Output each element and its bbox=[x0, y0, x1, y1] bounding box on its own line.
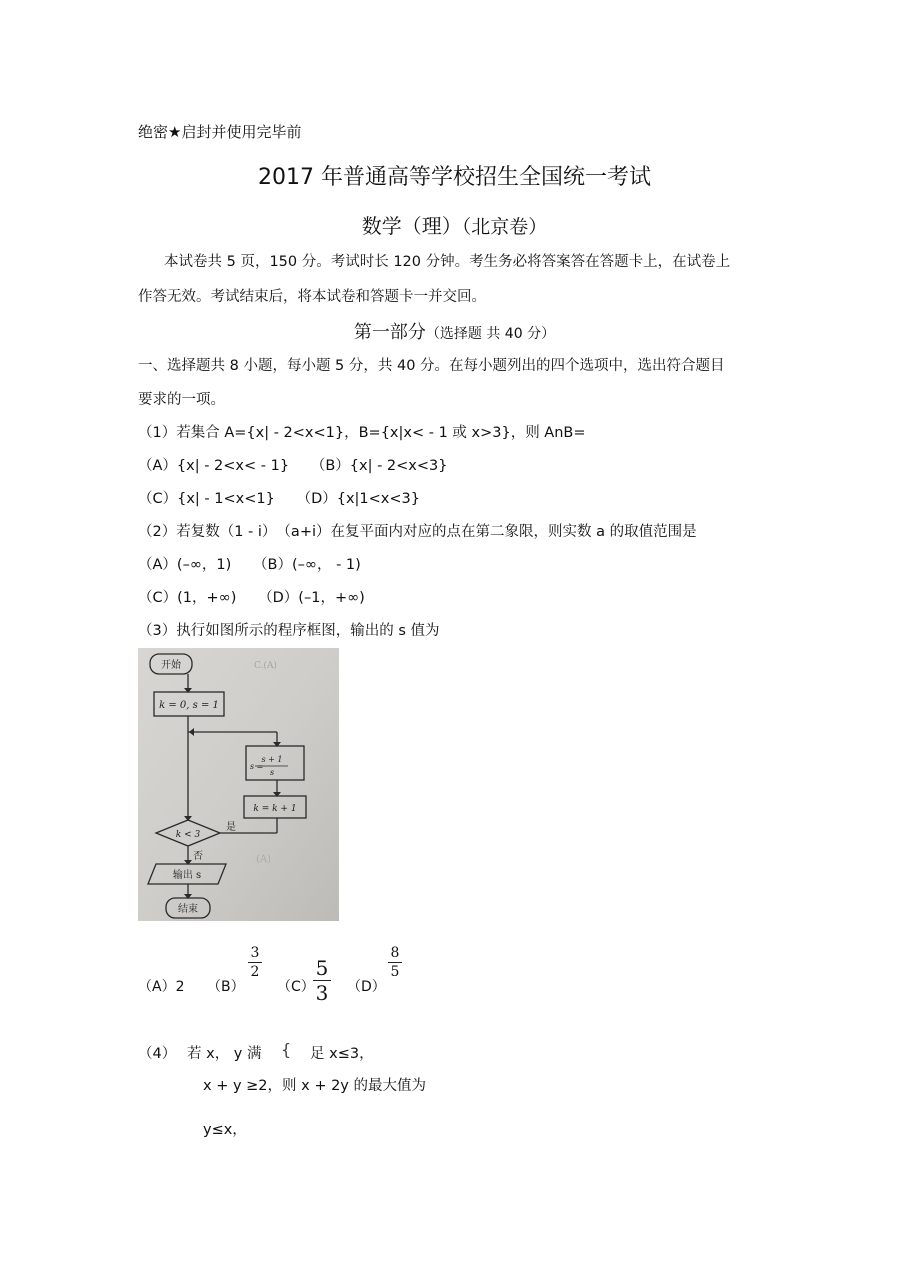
option-a-label: （A） bbox=[138, 979, 176, 995]
question-3-option-c-fraction bbox=[313, 958, 331, 1003]
question-4-label: （4） bbox=[138, 1046, 177, 1062]
assign-k-label: k = k + 1 bbox=[253, 804, 297, 814]
question-2-options-cd: （C）(1，+∞) （D）(–1，+∞) bbox=[138, 590, 365, 606]
part-title: 第一部分 bbox=[353, 322, 426, 343]
option-d-fraction-bar bbox=[388, 962, 402, 963]
assign-s-numerator: s + 1 bbox=[261, 755, 283, 764]
question-4-constraint-2: x + y ≥2，则 x + 2y 的最大值为 bbox=[203, 1078, 426, 1094]
question-1-stem: （1）若集合 A={x| - 2<x<1}，B={x|x< - 1 或 x>3}，则 AnB= bbox=[138, 425, 586, 441]
flowchart-figure bbox=[138, 648, 339, 921]
option-a-value: 2 bbox=[175, 979, 185, 995]
question-3-option-a bbox=[138, 976, 185, 996]
option-b-fraction-bar bbox=[248, 962, 262, 963]
question-3-option-d-fraction bbox=[388, 946, 402, 979]
question-4-constraint-3: y≤x， bbox=[203, 1122, 247, 1138]
bleed-through-text-2: (A) bbox=[256, 854, 272, 865]
part-note: （选择题 共 40 分） bbox=[425, 326, 556, 342]
subject-name: 数学（理） bbox=[361, 214, 462, 238]
question-3-option-b-fraction bbox=[248, 946, 262, 979]
exam-subtitle bbox=[0, 210, 909, 239]
question-3-option-d-label: （D） bbox=[347, 979, 386, 995]
output-label: 输出 s bbox=[172, 870, 202, 881]
option-d-numerator: 8 bbox=[390, 945, 400, 961]
section-instruction-2: 要求的一项。 bbox=[138, 392, 225, 408]
intro-line-2: 作答无效。考试结束后，将本试卷和答题卡一并交回。 bbox=[138, 289, 486, 305]
region-name: （北京卷） bbox=[461, 216, 548, 238]
option-b-denominator: 2 bbox=[250, 964, 260, 980]
option-b-numerator: 3 bbox=[250, 945, 260, 961]
confidential-note: 绝密★启封并使用完毕前 bbox=[138, 123, 302, 141]
yes-label: 是 bbox=[226, 822, 236, 833]
no-label: 否 bbox=[193, 851, 203, 862]
question-4-text-1: 若 x， y 满 bbox=[187, 1046, 262, 1062]
question-2-stem: （2）若复数（1 - i） （a+i）在复平面内对应的点在第二象限，则实数 a 的取值范围是 bbox=[138, 524, 697, 540]
question-4-text-2: 足 x≤3， bbox=[310, 1046, 374, 1062]
question-3-option-c-label: （C） bbox=[277, 979, 315, 995]
condition-label: k < 3 bbox=[175, 830, 201, 840]
end-label: 结束 bbox=[178, 904, 198, 915]
flowchart-background bbox=[138, 648, 339, 921]
section-instruction-1: 一、选择题共 8 小题，每小题 5 分，共 40 分。在每小题列出的四个选项中，选出符合题目 bbox=[138, 358, 725, 374]
question-2-options-ab: （A）(–∞，1) （B）(–∞， - 1) bbox=[138, 557, 361, 573]
part-heading bbox=[0, 318, 909, 344]
start-label: 开始 bbox=[161, 660, 181, 671]
option-c-numerator: 5 bbox=[315, 956, 329, 980]
init-label: k = 0, s = 1 bbox=[159, 700, 219, 711]
option-c-denominator: 3 bbox=[315, 981, 329, 1005]
system-brace: { bbox=[281, 1040, 292, 1059]
intro-line-1: 本试卷共 5 页，150 分。考试时长 120 分钟。考生务必将答案答在答题卡上，在试卷上 bbox=[164, 254, 731, 270]
question-1-options-cd: （C）{x| - 1<x<1} （D）{x|1<x<3} bbox=[138, 491, 420, 507]
option-d-denominator: 5 bbox=[390, 964, 400, 980]
question-3-stem: （3）执行如图所示的程序框图，输出的 s 值为 bbox=[138, 623, 440, 639]
bleed-through-text-1: C.(A) bbox=[254, 661, 277, 671]
question-3-option-b-label: （B） bbox=[207, 979, 245, 995]
question-1-options-ab: （A）{x| - 2<x< - 1} （B）{x| - 2<x<3} bbox=[138, 458, 448, 474]
exam-title: 2017 年普通高等学校招生全国统一考试 bbox=[258, 165, 651, 190]
assign-s-lhs: s = bbox=[250, 762, 264, 771]
assign-s-denominator: s bbox=[269, 768, 275, 777]
